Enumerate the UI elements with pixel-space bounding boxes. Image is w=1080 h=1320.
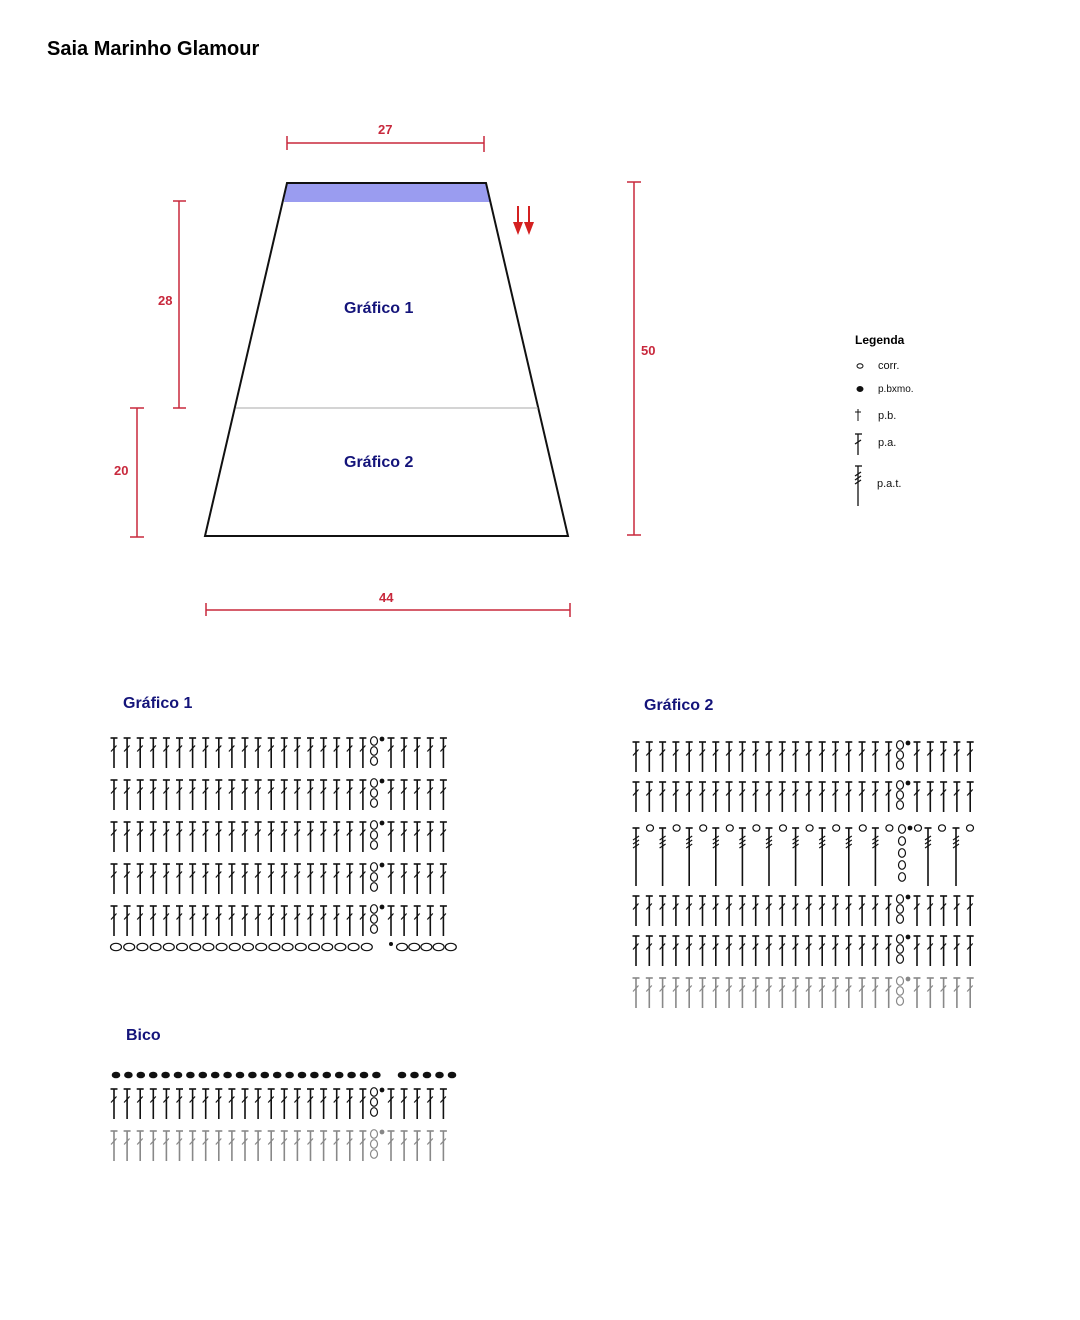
- legend-symbols: [855, 364, 863, 506]
- dim-section1-height: [173, 201, 186, 408]
- chain-icon: [857, 364, 863, 368]
- treble-crochet-icon: [855, 466, 862, 506]
- section1-label: Gráfico 1: [344, 300, 414, 317]
- section2-label: Gráfico 2: [344, 454, 414, 471]
- top-width-label: 27: [378, 122, 393, 137]
- legend-label-pb: p.b.: [878, 410, 897, 422]
- page-title: Saia Marinho Glamour: [47, 38, 260, 60]
- slip-stitch-icon: [857, 387, 863, 392]
- skirt-outline: [205, 183, 568, 536]
- legend-label-corr: corr.: [878, 360, 900, 372]
- bico-title: Bico: [126, 1027, 161, 1044]
- grafico2-title: Gráfico 2: [644, 697, 714, 714]
- waistband: [284, 183, 490, 202]
- single-crochet-icon: [855, 409, 861, 421]
- legend-title: Legenda: [855, 333, 905, 347]
- legend-label-pbxmo: p.bxmo.: [878, 384, 914, 395]
- legend-label-pat: p.a.t.: [877, 478, 902, 490]
- dim-section2-height: [130, 408, 144, 537]
- total-height-label: 50: [641, 343, 656, 358]
- dim-bottom-width: [206, 603, 570, 617]
- bottom-width-label: 44: [379, 590, 394, 605]
- section2-height-label: 20: [114, 463, 129, 478]
- grafico1-title: Gráfico 1: [123, 695, 193, 712]
- stitch-charts: [111, 737, 974, 1161]
- double-crochet-icon: [855, 434, 862, 455]
- dim-top-width: [287, 136, 484, 152]
- double-down-arrow-icon: [513, 206, 534, 235]
- dim-total-height: [627, 182, 641, 535]
- section1-height-label: 28: [158, 293, 173, 308]
- legend-label-pa: p.a.: [878, 437, 897, 449]
